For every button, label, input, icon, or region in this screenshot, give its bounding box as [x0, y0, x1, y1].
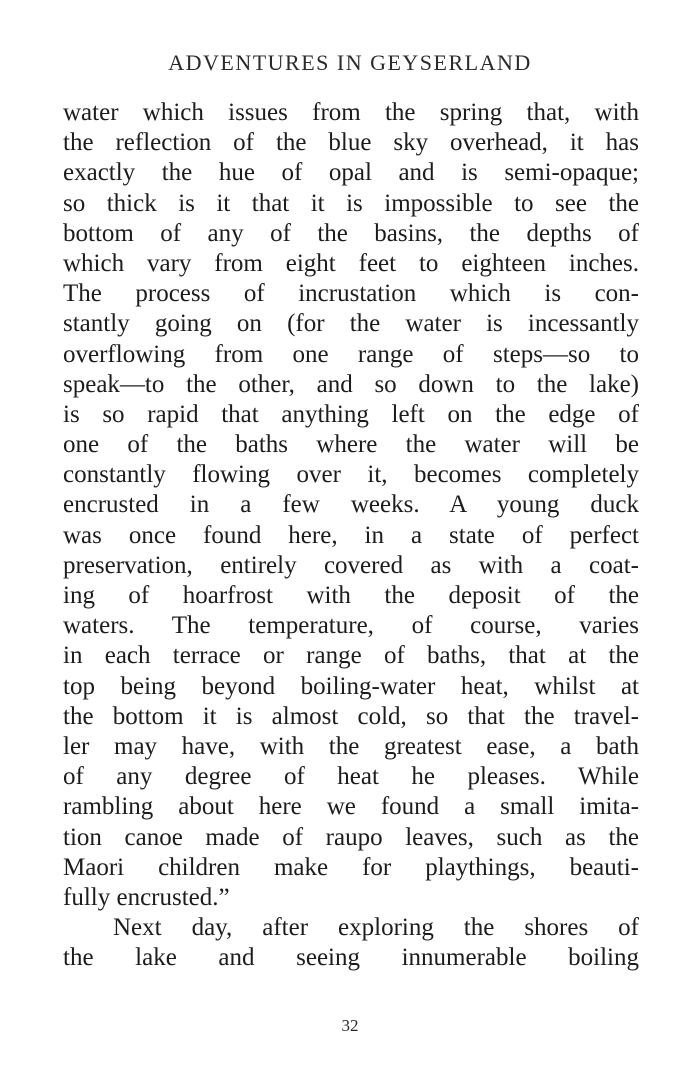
text-line-paragraph-start: Next day, after exploring the shores of: [113, 914, 639, 942]
text-line: in each terrace or range of baths, that at the: [63, 642, 639, 670]
text-line: one of the baths where the water will be: [63, 431, 639, 459]
text-line: of any degree of heat he pleases. While: [63, 763, 639, 791]
text-line-paragraph-end: fully encrusted.”: [63, 883, 230, 911]
text-line: overflowing from one range of steps—so to: [63, 340, 639, 368]
text-line: stantly going on (for the water is incessantly: [63, 310, 639, 338]
text-line: the bottom it is almost cold, so that the travel-: [63, 702, 639, 730]
text-line: preservation, entirely covered as with a coat-: [63, 551, 639, 579]
text-line: water which issues from the spring that, with: [63, 99, 639, 126]
body-text: [63, 98, 639, 973]
text-line: the reflection of the blue sky overhead, it has: [63, 129, 639, 157]
text-line: speak—to the other, and so down to the lake): [63, 370, 639, 398]
text-line: top being beyond boiling-water heat, whilst at: [63, 672, 639, 700]
text-line: rambling about here we found a small imita-: [63, 793, 639, 821]
running-head-title: ADVENTURES IN GEYSERLAND: [168, 50, 532, 75]
text-line: constantly flowing over it, becomes completely: [63, 461, 639, 489]
text-line: encrusted in a few weeks. A young duck: [63, 491, 639, 519]
text-line: ing of hoarfrost with the deposit of the: [63, 582, 639, 609]
text-line: exactly the hue of opal and is semi-opaque;: [63, 159, 639, 187]
text-line: tion canoe made of raupo leaves, such as the: [63, 823, 639, 851]
text-line: is so rapid that anything left on the edge of: [63, 400, 639, 428]
text-line: the lake and seeing innumerable boiling: [63, 944, 639, 972]
text-line: which vary from eight feet to eighteen inches.: [63, 249, 639, 277]
text-line: waters. The temperature, of course, varies: [63, 612, 639, 640]
text-line: bottom of any of the basins, the depths of: [63, 219, 639, 247]
page-number: 32: [341, 1016, 359, 1035]
text-line: was once found here, in a state of perfect: [63, 521, 639, 549]
text-line: The process of incrustation which is con-: [63, 280, 639, 308]
text-line: ler may have, with the greatest ease, a bath: [63, 732, 639, 760]
text-line: Maori children make for playthings, beauti-: [63, 853, 639, 881]
text-line: so thick is it that it is impossible to see the: [63, 189, 639, 217]
